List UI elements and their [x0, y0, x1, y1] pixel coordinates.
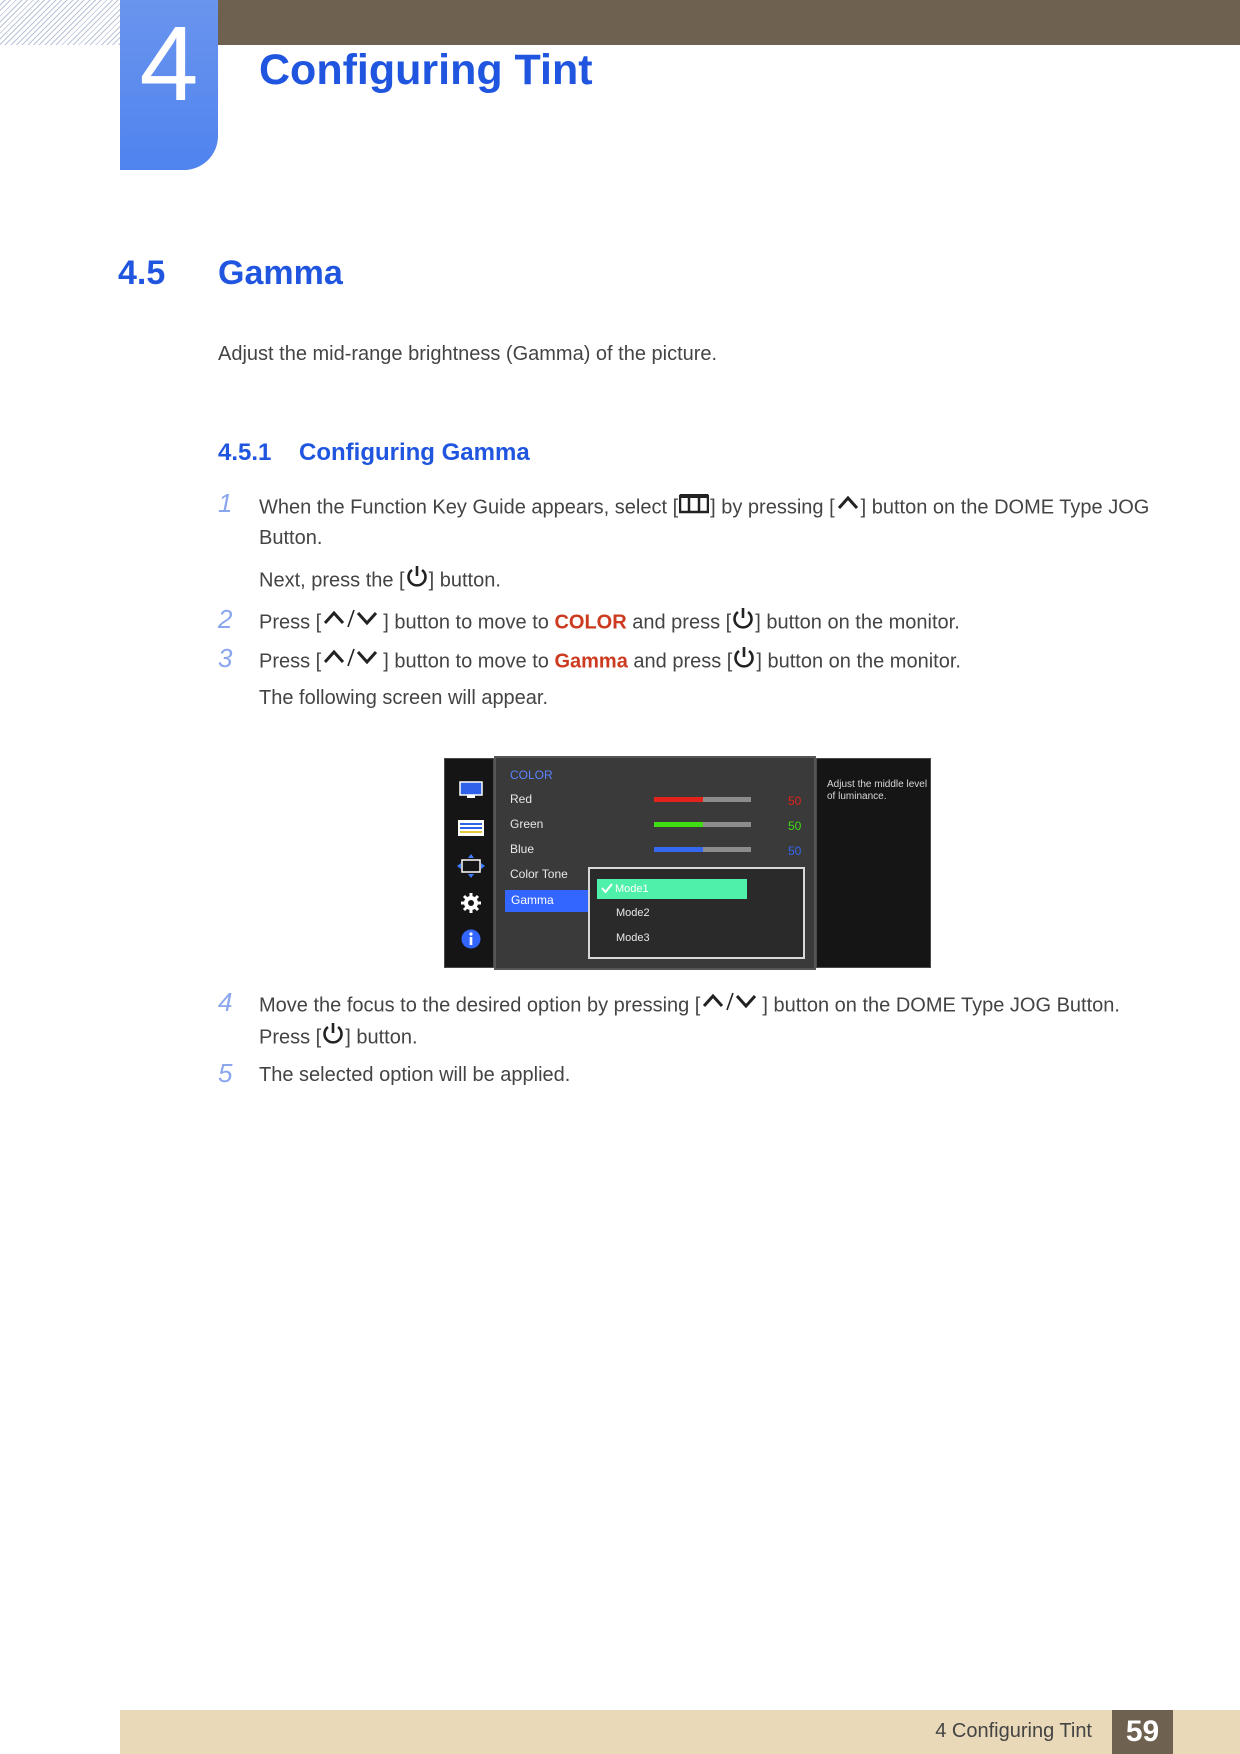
step-3-line-2: The following screen will appear.: [259, 687, 549, 709]
power-button-icon: [732, 606, 754, 640]
menu-icon: [679, 492, 709, 524]
osd-label-gamma: Gamma: [511, 893, 554, 907]
osd-slider-fill: [654, 797, 703, 802]
step-number: 5: [218, 1058, 233, 1088]
osd-slider-fill: [654, 847, 703, 852]
page-number: 59: [1112, 1710, 1173, 1754]
header-bar: [218, 0, 1240, 45]
step-5-line: The selected option will be applied.: [259, 1064, 571, 1086]
up-down-arrow-icon: [322, 607, 382, 639]
power-button-icon: [733, 645, 755, 679]
position-icon: [457, 854, 485, 883]
section-title: Gamma: [218, 254, 343, 292]
step-number: 4: [218, 987, 233, 1017]
osd-slider-green: [654, 822, 751, 827]
step-3-line-1: Press [ ] button to move to Gamma and press [ ] button on the monitor.: [259, 645, 961, 679]
osd-option-selected: [597, 879, 747, 899]
step-1-line-2: Button.: [259, 527, 323, 549]
osd-menu-title: COLOR: [510, 768, 553, 782]
up-arrow-icon: [836, 492, 860, 524]
header-hatch: [0, 0, 120, 45]
osd-option: Mode3: [616, 932, 650, 944]
power-button-icon: [406, 564, 428, 598]
up-down-arrow-icon: [322, 646, 382, 678]
screen-adjust-icon: [457, 819, 485, 842]
osd-sidebar: [444, 758, 494, 968]
osd-label-green: Green: [510, 817, 544, 831]
osd-option: Mode2: [616, 907, 650, 919]
osd-label-blue: Blue: [510, 842, 535, 856]
step-4-line-1: Move the focus to the desired option by pressing [ ] button on the DOME Type JOG Button.: [259, 990, 1120, 1022]
osd-value-red: 50: [788, 794, 802, 808]
keyword-color: COLOR: [554, 611, 627, 634]
settings-gear-icon: [460, 892, 482, 919]
power-button-icon: [322, 1021, 344, 1055]
info-icon: [461, 929, 481, 954]
osd-help-text: Adjust the middle level of luminance.: [827, 779, 928, 802]
checkmark-icon: [601, 882, 613, 897]
chapter-title: Configuring Tint: [259, 46, 593, 94]
osd-value-blue: 50: [788, 844, 802, 858]
step-1-line-3: Next, press the [ ] button.: [259, 564, 501, 598]
osd-gamma-dropdown: [588, 867, 805, 959]
step-2-line: Press [ ] button to move to COLOR and press [ ] button on the monitor.: [259, 606, 960, 640]
osd-slider-red: [654, 797, 751, 802]
step-4-line-2: Press [ ] button.: [259, 1021, 418, 1055]
step-number: 1: [218, 488, 233, 518]
step-number: 3: [218, 643, 233, 673]
page-footer: [120, 1710, 1240, 1754]
up-down-arrow-icon: [701, 990, 761, 1022]
osd-label-color-tone: Color Tone: [510, 867, 568, 881]
monitor-icon: [459, 781, 483, 804]
osd-label-red: Red: [510, 792, 533, 806]
section-number: 4.5: [118, 254, 166, 292]
section-intro: Adjust the mid-range brightness (Gamma) of the picture.: [218, 343, 718, 365]
subsection-title: Configuring Gamma: [299, 439, 530, 466]
osd-slider-blue: [654, 847, 751, 852]
chapter-number: 4: [120, 0, 218, 170]
osd-slider-fill: [654, 822, 703, 827]
keyword-gamma: Gamma: [554, 650, 628, 673]
step-number: 2: [218, 604, 233, 634]
step-1-line-1: When the Function Key Guide appears, select [ ] by pressing [ ] button on the DOME Type JOG: [259, 492, 1149, 524]
subsection-number: 4.5.1: [218, 439, 272, 466]
osd-help-panel: [816, 758, 931, 968]
osd-option-label: Mode1: [615, 883, 649, 895]
osd-value-green: 50: [788, 819, 802, 833]
footer-section-label: 4 Configuring Tint: [935, 1720, 1092, 1742]
